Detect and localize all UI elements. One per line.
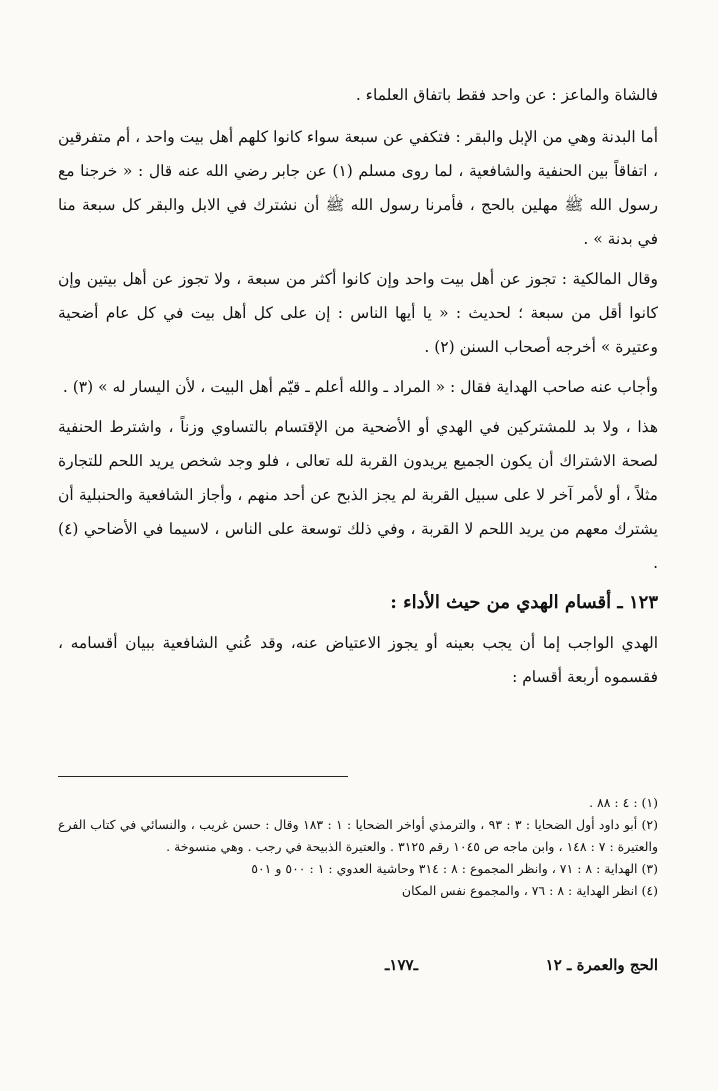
book-title: الحج والعمرة ـ ١٢	[545, 956, 658, 974]
section-heading: ١٢٣ ـ أقسام الهدي من حيث الأداء :	[390, 592, 658, 613]
paragraph-4: وأجاب عنه صاحب الهداية فقال : « المراد ـ والله أعلم ـ قيّم أهل البيت ، لأن اليسار له » (٣) .	[62, 378, 658, 396]
footnotes	[58, 792, 658, 902]
paragraph-5: هذا ، ولا بد للمشتركين في الهدي أو الأضحية من الإقتسام بالتساوي وزناً ، واشترط الحنفية لصحة الاشتراك أن يكون الجميع يريدون القربة لله تعالى ، فلو وجد شخص يريد اللحم للتجارة مثلاً ، أو لأمر آخر لا على سبيل القربة لم يجز الذبح عن أحد منهم ، وأجاز الشافعية والحنبلية أن يشترك معهم من يريد اللحم لا القربة ، وفي ذلك توسعة على الناس ، لاسيما في الأضاحي (٤) .	[58, 418, 658, 572]
footnote-4: (٤) انظر الهداية : ٨ : ٧٦ ، والمجموع نفس المكان	[401, 883, 658, 898]
paragraph-6: الهدي الواجب إما أن يجب بعينه أو يجوز الاعتياض عنه، وقد عُني الشافعية ببيان أقسامه ، فقسموه أربعة أقسام :	[58, 634, 658, 686]
page-footer	[58, 952, 658, 984]
footnote-1: (١) : ٤ : ٨٨ .	[589, 795, 658, 810]
paragraph-3: وقال المالكية : تجوز عن أهل بيت واحد وإن كانوا أكثر من سبعة ، ولا تجوز عن أهل بيتين وإن كانوا أقل من سبعة ؛ لحديث : « يا أيها الناس : إن على كل أهل بيت في كل عام أضحية وعتيرة » أخرجه أصحاب السنن (٢) .	[58, 270, 658, 356]
page-body	[58, 78, 658, 700]
page-number: ـ١٧٧ـ	[385, 956, 418, 974]
paragraph-2: أما البدنة وهي من الإبل والبقر : فتكفي عن سبعة سواء كانوا كلهم أهل بيت واحد ، أم متفرقين ، اتفاقاً بين الحنفية والشافعية ، لما روى مسلم (١) عن جابر رضي الله عنه قال : « خرجنا مع رسول الله ﷺ مهلين بالحج ، فأمرنا رسول الله ﷺ أن نشترك في الابل والبقر كل سبعة منا في بدنة » .	[58, 128, 658, 248]
footnote-2: (٢) أبو داود أول الضحايا : ٣ : ٩٣ ، والترمذي أواخر الضحايا : ١ : ١٨٣ وقال : حسن غريب ، والنسائي في كتاب الفرع والعتيرة : ٧ : ١٤٨ ، وابن ماجه ص ١٠٤٥ رقم ٣١٢٥ . والعتيرة الذبيحة في رجب . وهي منسوخة .	[58, 817, 659, 854]
footnote-separator	[58, 776, 348, 777]
footnote-3: (٣) الهداية : ٨ : ٧١ ، وانظر المجموع : ٨ : ٣١٤ وحاشية العدوي : ١ : ٥٠٠ و ٥٠١	[251, 861, 658, 876]
paragraph-1: فالشاة والماعز : عن واحد فقط باتفاق العلماء .	[355, 86, 658, 104]
